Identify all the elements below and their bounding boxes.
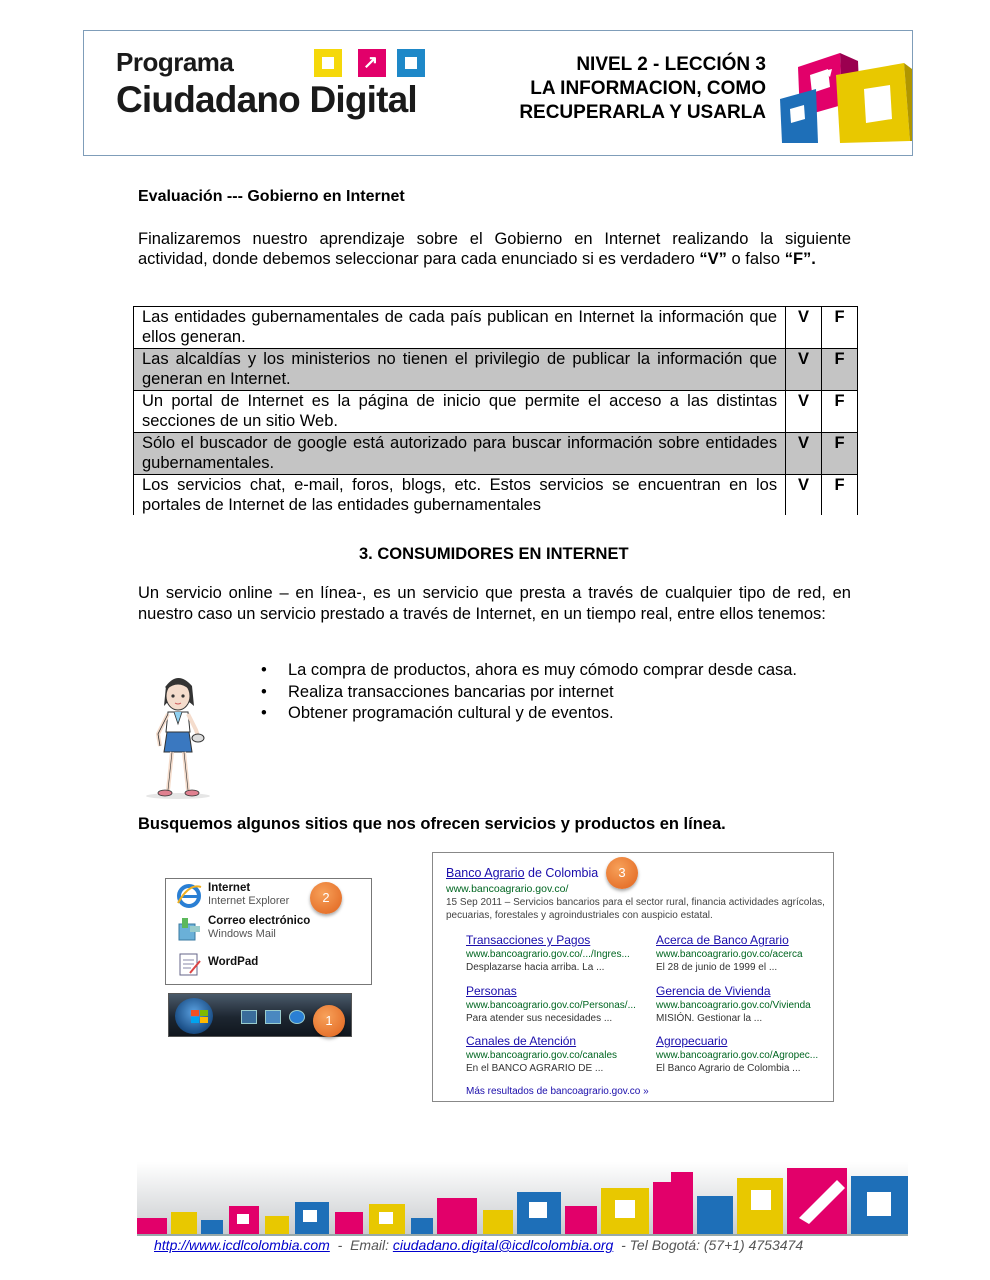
evaluation-heading: Evaluación --- Gobierno en Internet [138, 188, 405, 205]
intro-true-label: “V” [699, 250, 727, 268]
logo-yellow-square-icon [314, 49, 342, 77]
internet-explorer-icon [176, 883, 202, 909]
sitelink-url: www.bancoagrario.gov.co/Vivienda [656, 1000, 811, 1011]
lesson-title-line: NIVEL 2 - LECCIÓN 3 [576, 54, 766, 75]
bullet-icon: • [261, 661, 267, 679]
logo-line-1: Programa [116, 47, 234, 77]
sitelink-desc: Desplazarse hacia arriba. La ... [466, 962, 605, 973]
result-url: www.bancoagrario.gov.co/ [446, 883, 569, 895]
logo-blue-square-icon [397, 49, 425, 77]
true-option[interactable]: V [786, 475, 822, 516]
sitelink-desc: El Banco Agrario de Colombia ... [656, 1063, 801, 1074]
table-row [134, 349, 858, 391]
result-title-link[interactable]: Banco Agrario [446, 866, 525, 880]
sitelink-url: www.bancoagrario.gov.co/Agropec... [656, 1050, 819, 1061]
table-row [134, 433, 858, 475]
result-title[interactable] [446, 867, 598, 881]
footer-divider [137, 1234, 908, 1236]
sitelink-title[interactable]: Personas [466, 984, 517, 998]
section-paragraph: Un servicio online – en línea-, es un servicio que presta a través de cualquier tipo de red, en nuestro caso un servicio prestado a través de Internet, en un tiempo real, entre ellos tenemos: [138, 584, 851, 623]
intro-text: o falso [726, 250, 785, 268]
true-option[interactable]: V [786, 433, 822, 475]
services-list [261, 660, 798, 725]
show-desktop-icon[interactable] [241, 1010, 257, 1024]
sitelink-url: www.bancoagrario.gov.co/canales [466, 1050, 618, 1061]
list-item-text: Realiza transacciones bancarias por internet [288, 682, 614, 701]
table-row [134, 475, 858, 516]
menu-item-title: WordPad [208, 956, 259, 968]
statement-cell: Un portal de Internet es la página de inicio que permite el acceso a las distintas secciones de un sitio Web. [134, 391, 786, 433]
logo-arrow-square-icon: ↗ [358, 49, 386, 77]
step-badge-3: 3 [606, 857, 638, 889]
sitelink[interactable] [656, 933, 836, 975]
sitelink[interactable] [466, 984, 646, 1026]
intro-false-label: “F”. [784, 250, 816, 268]
statement-cell: Los servicios chat, e-mail, foros, blogs, etc. Estos servicios se encuentran en los portales de Internet de las entidades gubernamentales [134, 475, 786, 516]
lesson-title [519, 53, 766, 125]
true-option[interactable]: V [786, 349, 822, 391]
footer-contact [154, 1237, 803, 1253]
evaluation-intro [138, 229, 851, 269]
programa-ciudadano-digital-logo [116, 45, 436, 125]
false-option[interactable]: F [822, 349, 858, 391]
sitelink[interactable] [656, 984, 836, 1026]
step-badge-1: 1 [313, 1005, 345, 1037]
start-menu-screenshot [165, 878, 372, 985]
menu-item-wordpad[interactable] [176, 949, 366, 979]
sitelink[interactable] [656, 1034, 836, 1076]
list-item [261, 660, 798, 682]
true-option[interactable]: V [786, 391, 822, 433]
website-link[interactable]: http://www.icdlcolombia.com [154, 1237, 330, 1253]
menu-item-subtitle: Internet Explorer [208, 895, 290, 907]
false-option[interactable]: F [822, 391, 858, 433]
footer-cubes-banner-icon [137, 1162, 908, 1234]
sitelink[interactable] [466, 1034, 646, 1076]
sitelink-desc: En el BANCO AGRARIO DE ... [466, 1063, 604, 1074]
cartoon-woman-illustration-icon [140, 672, 218, 800]
result-title-rest: de Colombia [524, 866, 599, 880]
sitelink[interactable] [466, 933, 646, 975]
lesson-title-line: RECUPERARLA Y USARLA [519, 102, 766, 123]
result-description: 15 Sep 2011 – Servicios bancarios para el sector rural, financia actividades agrícolas, pecuarias, forestales y agroindustriales con auspicio estatal. [446, 897, 825, 921]
statement-cell: Sólo el buscador de google está autorizado para buscar información sobre entidades gubernamentales. [134, 433, 786, 475]
sitelink-title[interactable]: Agropecuario [656, 1034, 728, 1048]
sitelink-title[interactable]: Acerca de Banco Agrario [656, 933, 789, 947]
sitelink-desc: Para atender sus necesidades ... [466, 1013, 613, 1024]
menu-item-mail[interactable] [176, 914, 366, 944]
intro-text: Finalizaremos nuestro aprendizaje sobre el Gobierno en Internet realizando la siguiente actividad, donde debemos seleccionar para cada enunciado si es verdadero [138, 230, 851, 268]
sitelink-url: www.bancoagrario.gov.co/.../Ingres... [466, 949, 630, 960]
true-option[interactable]: V [786, 307, 822, 349]
footer-separator: - Email: [329, 1237, 393, 1253]
false-option[interactable]: F [822, 433, 858, 475]
windows-taskbar [168, 993, 352, 1037]
search-heading: Busquemos algunos sitios que nos ofrecen servicios y productos en línea. [138, 815, 726, 833]
sitelink-desc: MISIÓN. Gestionar la ... [656, 1013, 763, 1024]
sitelink-title[interactable]: Canales de Atención [466, 1034, 577, 1048]
statement-cell: Las alcaldías y los ministerios no tienen el privilegio de publicar la información que generan en Internet. [134, 349, 786, 391]
false-option[interactable]: F [822, 307, 858, 349]
logo-line-2: Ciudadano Digital [116, 79, 417, 120]
list-item-text: Obtener programación cultural y de eventos. [288, 704, 614, 722]
email-link[interactable]: ciudadano.digital@icdlcolombia.org [392, 1237, 614, 1253]
footer-phone: - Tel Bogotá: (57+1) 4753474 [613, 1237, 804, 1253]
switch-windows-icon[interactable] [265, 1010, 281, 1024]
start-button[interactable] [175, 998, 213, 1034]
false-option[interactable]: F [822, 475, 858, 516]
search-result-screenshot [432, 852, 834, 1102]
wordpad-icon [176, 951, 202, 977]
menu-item-subtitle: Windows Mail [208, 928, 276, 940]
list-item [261, 682, 797, 704]
sitelink-title[interactable]: Transacciones y Pagos [466, 933, 591, 947]
internet-explorer-taskbar-icon[interactable] [289, 1010, 305, 1024]
step-badge-2: 2 [310, 882, 342, 914]
sitelink-desc: El 28 de junio de 1999 el ... [656, 962, 778, 973]
more-results-link[interactable]: Más resultados de bancoagrario.gov.co » [466, 1086, 649, 1097]
section-heading: 3. CONSUMIDORES EN INTERNET [359, 545, 629, 563]
list-item [261, 703, 797, 725]
statement-cell: Las entidades gubernamentales de cada país publican en Internet la información que ellos generan. [134, 307, 786, 349]
windows-logo-icon [191, 1010, 209, 1024]
mail-icon [176, 916, 202, 942]
menu-item-title: Correo electrónico [208, 915, 311, 927]
list-item-text: La compra de productos, ahora es muy cómodo comprar desde casa. [288, 661, 798, 679]
menu-item-title: Internet [208, 882, 251, 894]
header-cubes-art-icon [780, 45, 912, 143]
sitelink-url: www.bancoagrario.gov.co/Personas/... [466, 1000, 636, 1011]
table-row [134, 307, 858, 349]
bullet-icon: • [261, 682, 267, 701]
lesson-title-line: LA INFORMACION, COMO [530, 78, 766, 99]
bullet-icon: • [261, 704, 267, 722]
table-row [134, 391, 858, 433]
sitelink-url: www.bancoagrario.gov.co/acerca [656, 949, 803, 960]
sitelink-title[interactable]: Gerencia de Vivienda [656, 984, 771, 998]
page-header [83, 30, 913, 156]
true-false-table [133, 306, 858, 515]
